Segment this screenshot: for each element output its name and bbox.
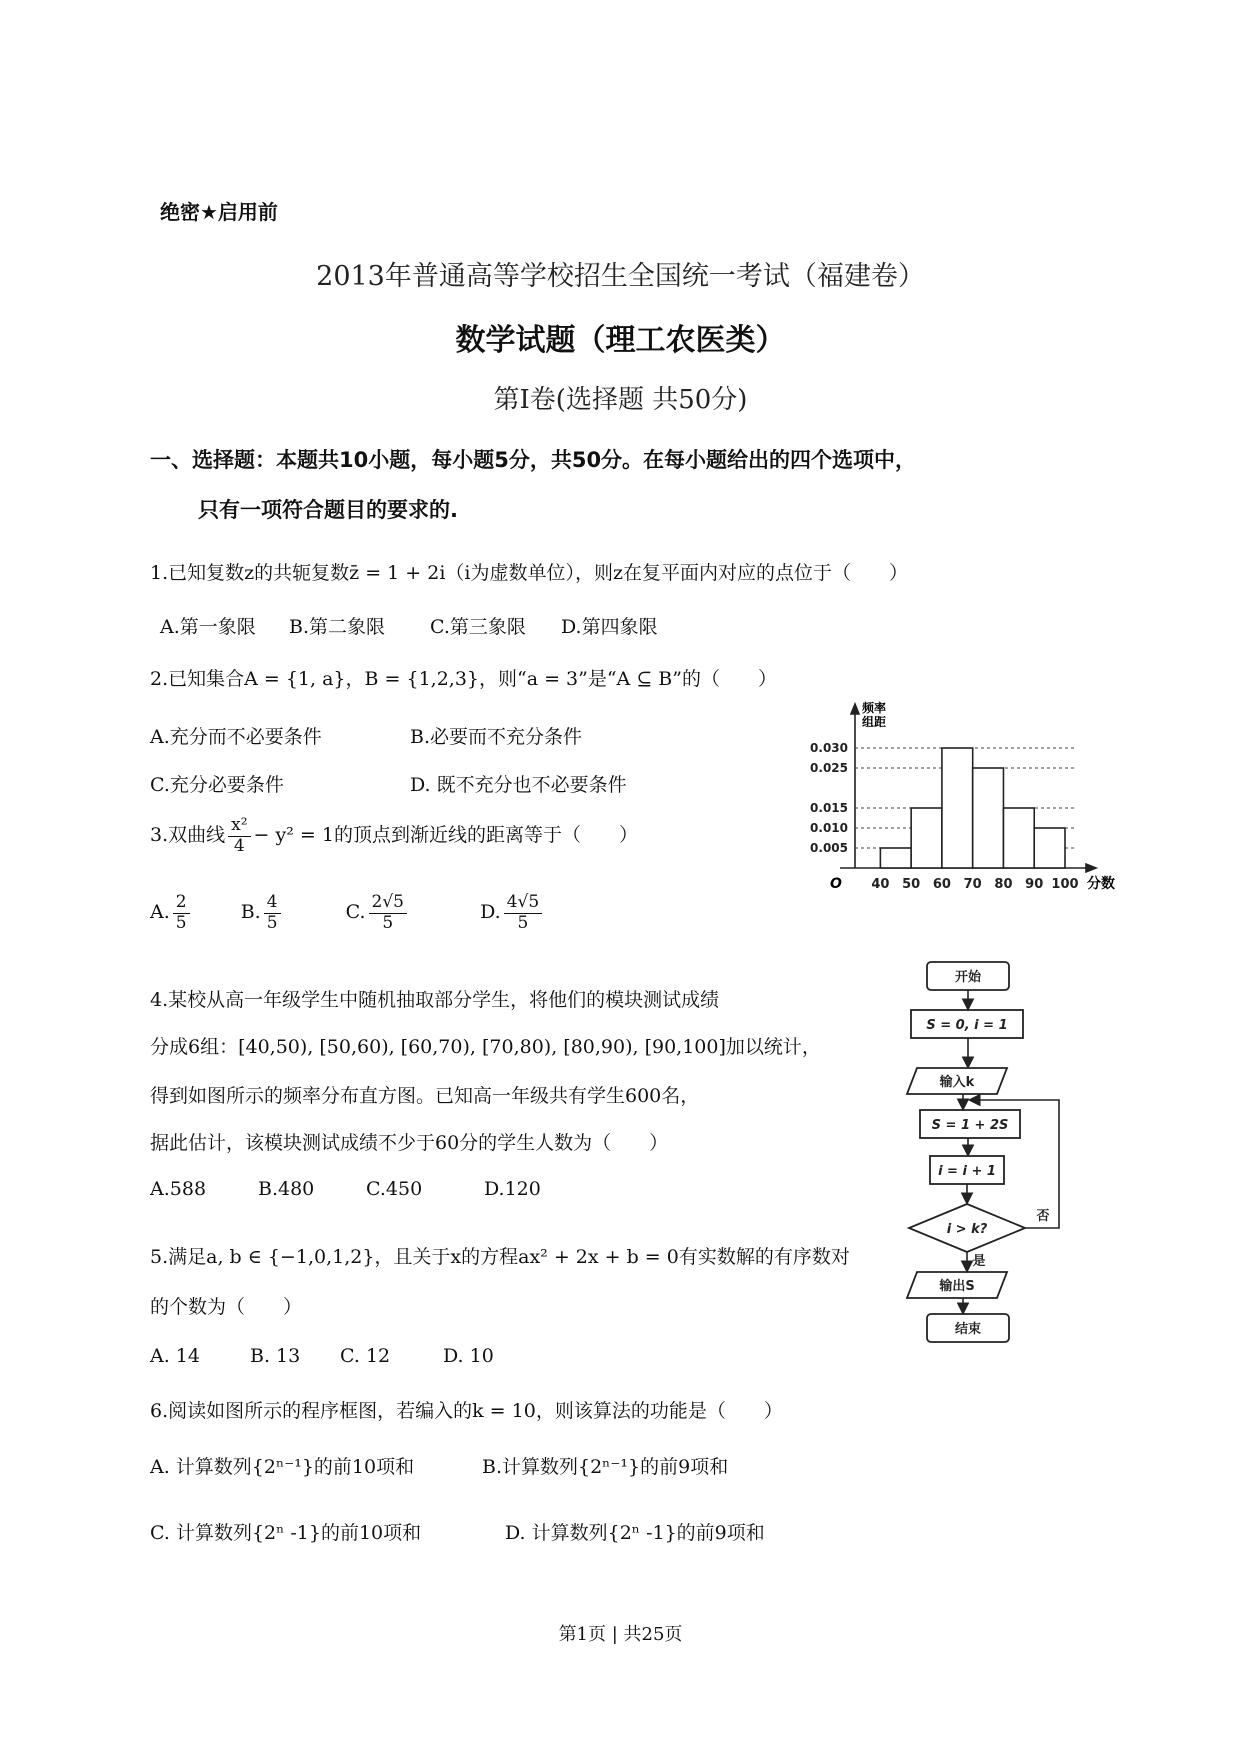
option-a: A.第一象限 xyxy=(160,616,256,638)
histogram-x-tick: 40 xyxy=(871,877,890,892)
option-a: A. 计算数列{2ⁿ⁻¹}的前10项和 xyxy=(150,1456,415,1478)
histogram-bar xyxy=(911,808,942,868)
flow-assign-text: S = 1 + 2S xyxy=(931,1118,1009,1133)
flow-end-text: 结束 xyxy=(954,1322,982,1337)
histogram-x-tick: 80 xyxy=(994,877,1013,892)
histogram-bar xyxy=(880,848,911,868)
option-a: A.充分而不必要条件 xyxy=(150,726,322,748)
histogram-bar xyxy=(1003,808,1034,868)
flow-start-text: 开始 xyxy=(954,970,982,985)
option-a: A. 14 xyxy=(150,1345,200,1367)
histogram-x-tick: 70 xyxy=(963,877,982,892)
question-4-line3: 得到如图所示的频率分布直方图。已知高一年级共有学生600名， xyxy=(150,1085,700,1107)
option-d: D.第四象限 xyxy=(561,616,658,638)
histogram-origin: O xyxy=(830,876,842,892)
histogram-ylabel-top: 频率 xyxy=(862,701,887,715)
histogram-x-tick: 50 xyxy=(902,877,921,892)
histogram-x-tick: 90 xyxy=(1025,877,1044,892)
option-c: C. 12 xyxy=(340,1345,391,1367)
question-3 xyxy=(150,816,638,856)
option-d: D. 10 xyxy=(443,1345,494,1367)
exam-subtitle: 数学试题（理工农医类） xyxy=(455,323,786,358)
question-5-line2: 的个数为（ ） xyxy=(150,1296,303,1318)
option-c: C. $\frac{2√5}{5}$ xyxy=(346,901,410,923)
option-b: B. $\frac{4}{5}$ xyxy=(241,901,284,923)
question-2-options-row2 xyxy=(150,770,627,797)
histogram-y-tick: 0.010 xyxy=(810,821,848,835)
histogram-x-tick: 100 xyxy=(1051,877,1079,892)
question-1-options xyxy=(160,612,658,639)
histogram-bar xyxy=(942,748,973,868)
question-5-line1: 5.满足a, b ∈ {−1,0,1,2}，且关于x的方程ax² + 2x + b = 0有实数解的有序数对 xyxy=(150,1246,850,1268)
exam-part: 第Ⅰ卷(选择题 共50分) xyxy=(493,385,748,415)
page-footer: 第1页 | 共25页 xyxy=(558,1624,683,1645)
histogram-y-tick: 0.030 xyxy=(810,741,848,755)
question-2-options-row1 xyxy=(150,722,582,749)
question-6-options-row2 xyxy=(150,1518,765,1545)
histogram-ylabel-bottom: 组距 xyxy=(862,715,887,729)
section-heading-line2: 只有一项符合题目的要求的. xyxy=(198,498,458,522)
option-d: D.120 xyxy=(484,1178,541,1200)
flow-condition-text: i > k? xyxy=(946,1222,988,1237)
question-4-line1: 4.某校从高一年级学生中随机抽取部分学生，将他们的模块测试成绩 xyxy=(150,989,720,1011)
histogram-y-tick: 0.005 xyxy=(810,841,848,855)
option-d: D. $\frac{4√5}{5}$ xyxy=(480,901,545,923)
question-3-options xyxy=(150,893,545,933)
option-d: D. 既不充分也不必要条件 xyxy=(410,774,627,796)
exam-title: 2013年普通高等学校招生全国统一考试（福建卷） xyxy=(316,261,925,292)
fraction: $\frac{\text{x²}}{4}$ xyxy=(228,816,250,856)
option-b: B. 13 xyxy=(250,1345,301,1367)
option-a: A. $\frac{2}{5}$ xyxy=(150,901,193,923)
question-4-options xyxy=(150,1178,541,1200)
flow-output-text: 输出S xyxy=(939,1279,975,1294)
flow-input-text: 输入k xyxy=(939,1075,975,1090)
histogram-y-tick: 0.025 xyxy=(810,761,848,775)
option-c: C.充分必要条件 xyxy=(150,774,284,796)
y-axis-arrow xyxy=(851,704,859,714)
option-d: D. 计算数列{2ⁿ -1}的前9项和 xyxy=(505,1522,765,1544)
option-a: A.588 xyxy=(150,1178,207,1200)
question-6-options-row1 xyxy=(150,1452,728,1479)
question-1: 1.已知复数z的共轭复数z̄ = 1 + 2i（i为虚数单位），则z在复平面内对应的点位于（ ） xyxy=(150,562,908,584)
histogram-xlabel: 分数 xyxy=(1087,876,1115,892)
question-4-line4: 据此估计，该模块测试成绩不少于60分的学生人数为（ ） xyxy=(150,1132,669,1154)
option-b: B.第二象限 xyxy=(289,616,386,638)
histogram-x-tick: 60 xyxy=(932,877,951,892)
flow-no-label: 否 xyxy=(1036,1209,1050,1224)
flow-increment-text: i = i + 1 xyxy=(938,1164,996,1179)
histogram-bar xyxy=(973,768,1004,868)
option-b: B.计算数列{2ⁿ⁻¹}的前9项和 xyxy=(482,1456,729,1478)
confidential-label: 绝密★启用前 xyxy=(160,200,278,224)
question-3-suffix: − y² = 1的顶点到渐近线的距离等于（ ） xyxy=(253,824,638,847)
option-c: C.第三象限 xyxy=(430,616,526,638)
question-6: 6.阅读如图所示的程序框图，若编入的k = 10，则该算法的功能是（ ） xyxy=(150,1400,783,1422)
section-heading-line1: 一、选择题：本题共10小题，每小题5分，共50分。在每小题给出的四个选项中， xyxy=(150,448,917,472)
flow-init-text: S = 0, i = 1 xyxy=(926,1018,1008,1033)
option-b: B.480 xyxy=(258,1178,315,1200)
option-c: C.450 xyxy=(366,1178,423,1200)
histogram-y-tick: 0.015 xyxy=(810,801,848,815)
frequency-histogram xyxy=(790,698,1120,898)
program-flowchart xyxy=(893,958,1073,1348)
question-5-options xyxy=(150,1345,494,1367)
histogram-bar xyxy=(1034,828,1065,868)
option-c: C. 计算数列{2ⁿ -1}的前10项和 xyxy=(150,1522,422,1544)
question-3-prefix: 3.双曲线 xyxy=(150,824,226,847)
option-b: B.必要而不充分条件 xyxy=(410,726,583,748)
question-2: 2.已知集合A = {1, a}，B = {1,2,3}，则“a = 3”是“A ⊆ B”的（ ） xyxy=(150,668,777,690)
x-axis-arrow xyxy=(1086,864,1096,872)
question-4-line2: 分成6组：[40,50), [50,60), [60,70), [70,80), [80,90), [90,100]加以统计， xyxy=(150,1036,821,1058)
flow-yes-label: 是 xyxy=(972,1254,986,1269)
